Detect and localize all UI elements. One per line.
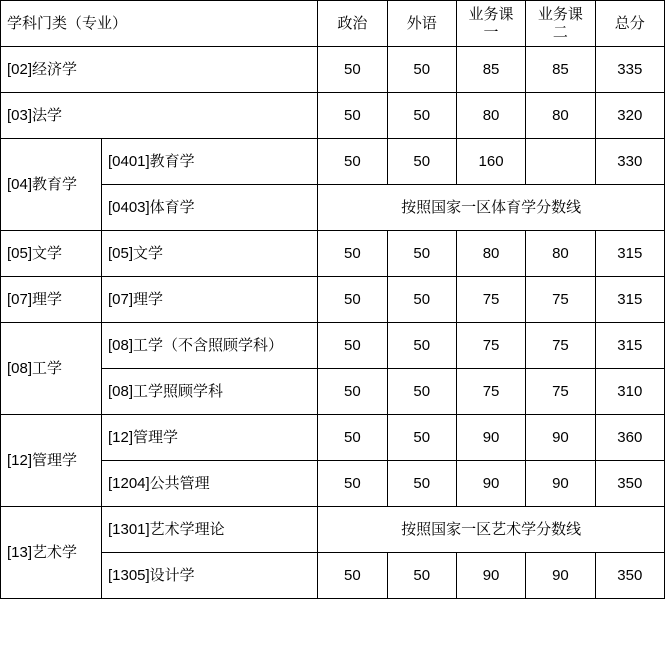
row-total: 335 [595, 47, 664, 93]
row-note: 按照国家一区体育学分数线 [318, 185, 665, 231]
row-total: 350 [595, 553, 664, 599]
header-politics: 政治 [318, 1, 387, 47]
table-row [1, 47, 665, 93]
row-subject-one: 75 [456, 323, 525, 369]
row-foreign-language: 50 [387, 415, 456, 461]
header-discipline: 学科门类（专业） [1, 1, 318, 47]
row-subject-one: 90 [456, 553, 525, 599]
row-total: 360 [595, 415, 664, 461]
row-major: [08]工学照顾学科 [101, 369, 317, 415]
row-foreign-language: 50 [387, 553, 456, 599]
row-subject-one: 90 [456, 461, 525, 507]
table-header-row [1, 1, 665, 47]
table-row [1, 277, 665, 323]
row-total: 320 [595, 93, 664, 139]
row-politics: 50 [318, 461, 387, 507]
row-category: [08]工学 [1, 323, 102, 415]
row-subject-two [526, 139, 595, 185]
row-subject-one: 90 [456, 415, 525, 461]
row-note: 按照国家一区艺术学分数线 [318, 507, 665, 553]
table-row [1, 231, 665, 277]
row-subject-two: 90 [526, 553, 595, 599]
header-total: 总分 [595, 1, 664, 47]
row-subject-two: 90 [526, 461, 595, 507]
row-subject-two: 75 [526, 369, 595, 415]
row-total: 330 [595, 139, 664, 185]
row-subject-two: 75 [526, 323, 595, 369]
table-row [1, 323, 665, 369]
row-category: [13]艺术学 [1, 507, 102, 599]
row-subject-one: 80 [456, 93, 525, 139]
row-politics: 50 [318, 415, 387, 461]
row-subject-two: 80 [526, 231, 595, 277]
row-politics: 50 [318, 47, 387, 93]
row-major: [07]理学 [101, 277, 317, 323]
row-subject-one: 75 [456, 277, 525, 323]
table-row [1, 93, 665, 139]
row-subject-two: 90 [526, 415, 595, 461]
row-total: 315 [595, 277, 664, 323]
table-row [1, 139, 665, 185]
row-total: 315 [595, 231, 664, 277]
row-subject-two: 75 [526, 277, 595, 323]
row-foreign-language: 50 [387, 369, 456, 415]
row-major: [1305]设计学 [101, 553, 317, 599]
header-subject-two: 业务课二 [526, 1, 595, 47]
row-subject-one: 160 [456, 139, 525, 185]
table-row [1, 415, 665, 461]
header-subject-one: 业务课一 [456, 1, 525, 47]
row-subject-one: 80 [456, 231, 525, 277]
row-subject-two: 80 [526, 93, 595, 139]
row-politics: 50 [318, 323, 387, 369]
row-politics: 50 [318, 231, 387, 277]
row-subject-one: 75 [456, 369, 525, 415]
row-foreign-language: 50 [387, 323, 456, 369]
row-category: [04]教育学 [1, 139, 102, 231]
row-subject-two: 85 [526, 47, 595, 93]
table-row [1, 507, 665, 553]
row-foreign-language: 50 [387, 139, 456, 185]
row-foreign-language: 50 [387, 93, 456, 139]
row-category: [03]法学 [1, 93, 318, 139]
row-category: [12]管理学 [1, 415, 102, 507]
row-major: [05]文学 [101, 231, 317, 277]
row-major: [08]工学（不含照顾学科） [101, 323, 317, 369]
row-major: [1204]公共管理 [101, 461, 317, 507]
row-major: [0403]体育学 [101, 185, 317, 231]
row-foreign-language: 50 [387, 461, 456, 507]
row-total: 315 [595, 323, 664, 369]
row-major: [12]管理学 [101, 415, 317, 461]
row-subject-one: 85 [456, 47, 525, 93]
row-major: [1301]艺术学理论 [101, 507, 317, 553]
row-politics: 50 [318, 369, 387, 415]
row-foreign-language: 50 [387, 277, 456, 323]
row-category: [05]文学 [1, 231, 102, 277]
row-major: [0401]教育学 [101, 139, 317, 185]
row-total: 350 [595, 461, 664, 507]
row-foreign-language: 50 [387, 47, 456, 93]
row-politics: 50 [318, 553, 387, 599]
row-foreign-language: 50 [387, 231, 456, 277]
row-total: 310 [595, 369, 664, 415]
row-politics: 50 [318, 93, 387, 139]
row-category: [07]理学 [1, 277, 102, 323]
row-category: [02]经济学 [1, 47, 318, 93]
row-politics: 50 [318, 277, 387, 323]
row-politics: 50 [318, 139, 387, 185]
header-foreign-language: 外语 [387, 1, 456, 47]
